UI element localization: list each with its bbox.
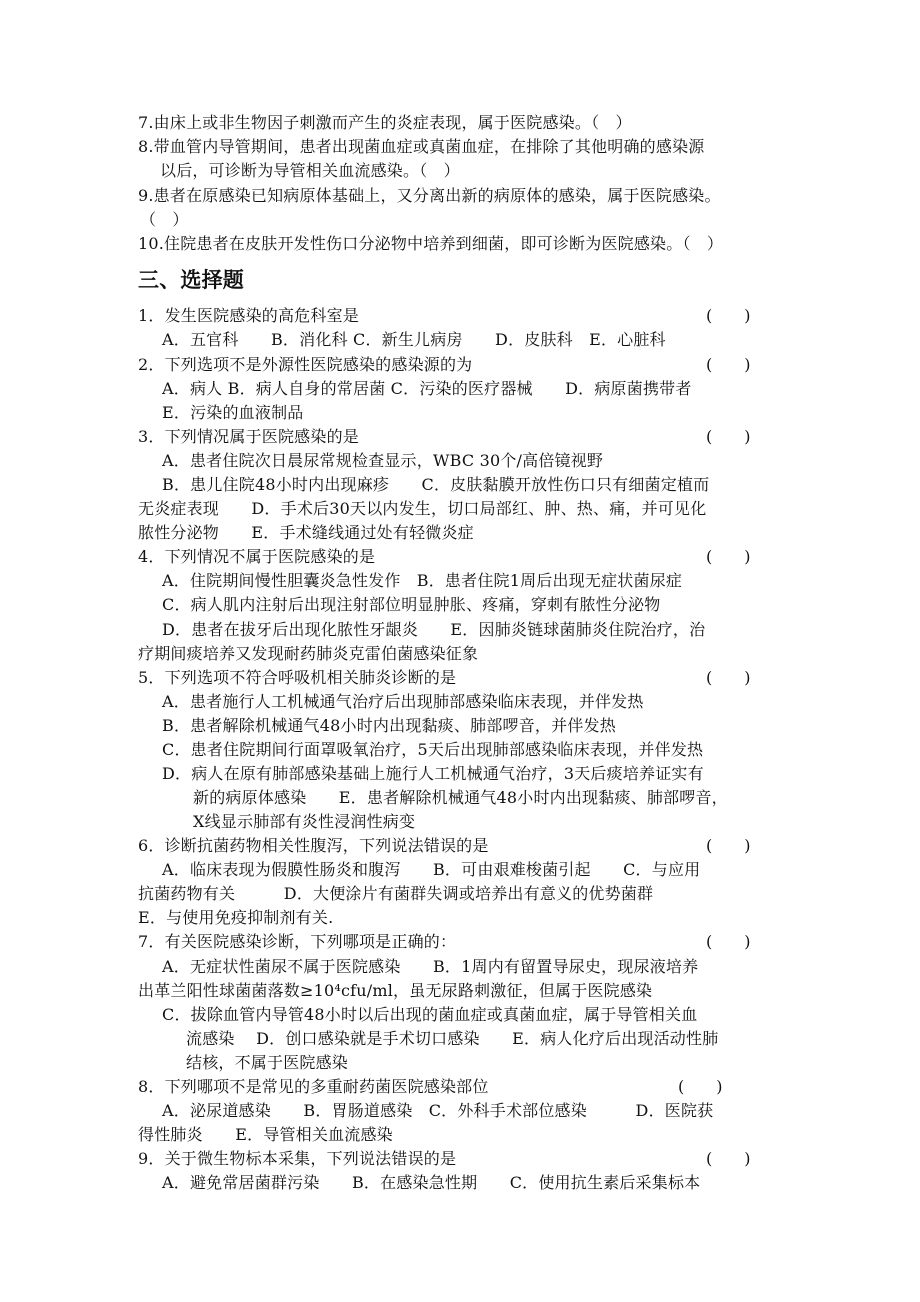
question-4-stem: 4．下列情况不属于医院感染的是 — [138, 547, 376, 566]
question-5-options-line-3: C．患者住院期间行面罩吸氧治疗，5天后出现肺部感染临床表现，并伴发热 — [162, 740, 704, 759]
question-5-answer-bracket: ( ) — [706, 668, 751, 687]
question-6-options-line-1: A．临床表现为假膜性肠炎和腹泻 B．可由艰难梭菌引起 C．与应用 — [162, 860, 701, 879]
question-1-options: A．五官科 B．消化科 C．新生儿病房 D．皮肤科 E．心脏科 — [162, 330, 666, 349]
question-7-options-line-4: 流感染 D．创口感染就是手术切口感染 E．病人化疗后出现活动性肺 — [186, 1029, 719, 1048]
question-7-options-line-5: 结核，不属于医院感染 — [186, 1053, 349, 1072]
judgment-item-8: 8.带血管内导管期间，患者出现菌血症或真菌血症，在排除了其他明确的感染源 — [138, 137, 705, 156]
question-4-options-line-4: 疗期间痰培养又发现耐药肺炎克雷伯菌感染征象 — [138, 644, 479, 663]
question-7-options-line-1: A．无症状性菌尿不属于医院感染 B．1周内有留置导尿史，现尿液培养 — [162, 957, 699, 976]
question-5-options-line-5: 新的病原体感染 E．患者解除机械通气48小时内出现黏痰、肺部啰音， — [193, 788, 728, 807]
question-8-options-line-2: 得性肺炎 E．导管相关血流感染 — [138, 1125, 393, 1144]
question-5-options-line-2: B．患者解除机械通气48小时内出现黏痰、肺部啰音，并伴发热 — [162, 716, 616, 735]
question-2-stem: 2．下列选项不是外源性医院感染的感染源的为 — [138, 355, 473, 374]
question-5-options-line-6: X线显示肺部有炎性浸润性病变 — [193, 812, 416, 831]
question-4-options-line-3: D．患者在拔牙后出现化脓性牙龈炎 E．因肺炎链球菌肺炎住院治疗，治 — [162, 620, 706, 639]
question-1-stem: 1．发生医院感染的高危科室是 — [138, 306, 359, 325]
question-5-options-line-4: D．病人在原有肺部感染基础上施行人工机械通气治疗，3天后痰培养证实有 — [162, 764, 704, 783]
question-9-answer-bracket: ( ) — [706, 1149, 751, 1168]
question-3-options-line-2: B．患儿住院48小时内出现麻疹 C．皮肤黏膜开放性伤口只有细菌定植而 — [162, 475, 710, 494]
question-5-stem: 5．下列选项不符合呼吸机相关肺炎诊断的是 — [138, 668, 457, 687]
question-7-options-line-3: C．拔除血管内导管48小时以后出现的菌血症或真菌血症，属于导管相关血 — [162, 1005, 698, 1024]
question-3-options-line-1: A．患者住院次日晨尿常规检查显示，WBC 30个/高倍镜视野 — [162, 451, 604, 470]
question-6-answer-bracket: ( ) — [706, 836, 751, 855]
question-2-options-line-1: A．病人 B．病人自身的常居菌 C．污染的医疗器械 D．病原菌携带者 — [162, 379, 692, 398]
question-7-options-line-2: 出革兰阳性球菌菌落数≥10⁴cfu/ml，虽无尿路刺激征，但属于医院感染 — [138, 981, 653, 1000]
question-9-stem: 9．关于微生物标本采集，下列说法错误的是 — [138, 1149, 457, 1168]
judgment-item-10: 10.住院患者在皮肤开发性伤口分泌物中培养到细菌，即可诊断为医院感染。（ ） — [138, 234, 724, 253]
question-8-answer-bracket: ( ) — [678, 1077, 723, 1096]
question-6-options-line-2: 抗菌药物有关 D．大便涂片有菌群失调或培养出有意义的优势菌群 — [138, 884, 654, 903]
question-2-answer-bracket: ( ) — [706, 355, 751, 374]
question-6-options-line-3: E．与使用免疫抑制剂有关. — [138, 908, 334, 927]
judgment-item-9-cont: （ ） — [140, 210, 189, 229]
question-7-answer-bracket: ( ) — [706, 932, 751, 951]
question-4-options-line-2: C．病人肌内注射后出现注射部位明显肿胀、疼痛，穿刺有脓性分泌物 — [162, 595, 661, 614]
question-8-options-line-1: A．泌尿道感染 B．胃肠道感染 C．外科手术部位感染 D．医院获 — [162, 1101, 714, 1120]
question-3-stem: 3．下列情况属于医院感染的是 — [138, 427, 359, 446]
question-7-stem: 7．有关医院感染诊断，下列哪项是正确的： — [138, 932, 457, 951]
section-title: 三、选择题 — [138, 268, 244, 292]
question-5-options-line-1: A．患者施行人工机械通气治疗后出现肺部感染临床表现，并伴发热 — [162, 692, 644, 711]
question-4-options-line-1: A．住院期间慢性胆囊炎急性发作 B．患者住院1周后出现无症状菌尿症 — [162, 571, 683, 590]
question-3-answer-bracket: ( ) — [706, 427, 751, 446]
question-3-options-line-4: 脓性分泌物 E．手术缝线通过处有轻微炎症 — [138, 523, 474, 542]
question-8-stem: 8．下列哪项不是常见的多重耐药菌医院感染部位 — [138, 1077, 489, 1096]
question-6-stem: 6．诊断抗菌药物相关性腹泻，下列说法错误的是 — [138, 836, 489, 855]
question-3-options-line-3: 无炎症表现 D．手术后30天以内发生，切口局部红、肿、热、痛，并可见化 — [138, 499, 707, 518]
judgment-item-8-cont: 以后，可诊断为导管相关血流感染。（ ） — [160, 161, 460, 180]
question-2-options-line-2: E．污染的血液制品 — [162, 403, 304, 422]
judgment-item-7: 7.由床上或非生物因子刺激而产生的炎症表现，属于医院感染。（ ） — [138, 113, 632, 132]
judgment-item-9: 9.患者在原感染已知病原体基础上，又分离出新的病原体的感染，属于医院感染。 — [138, 186, 721, 205]
question-9-options-line-1: A．避免常居菌群污染 B．在感染急性期 C．使用抗生素后采集标本 — [162, 1173, 701, 1192]
question-1-answer-bracket: ( ) — [706, 306, 751, 325]
question-4-answer-bracket: ( ) — [706, 547, 751, 566]
